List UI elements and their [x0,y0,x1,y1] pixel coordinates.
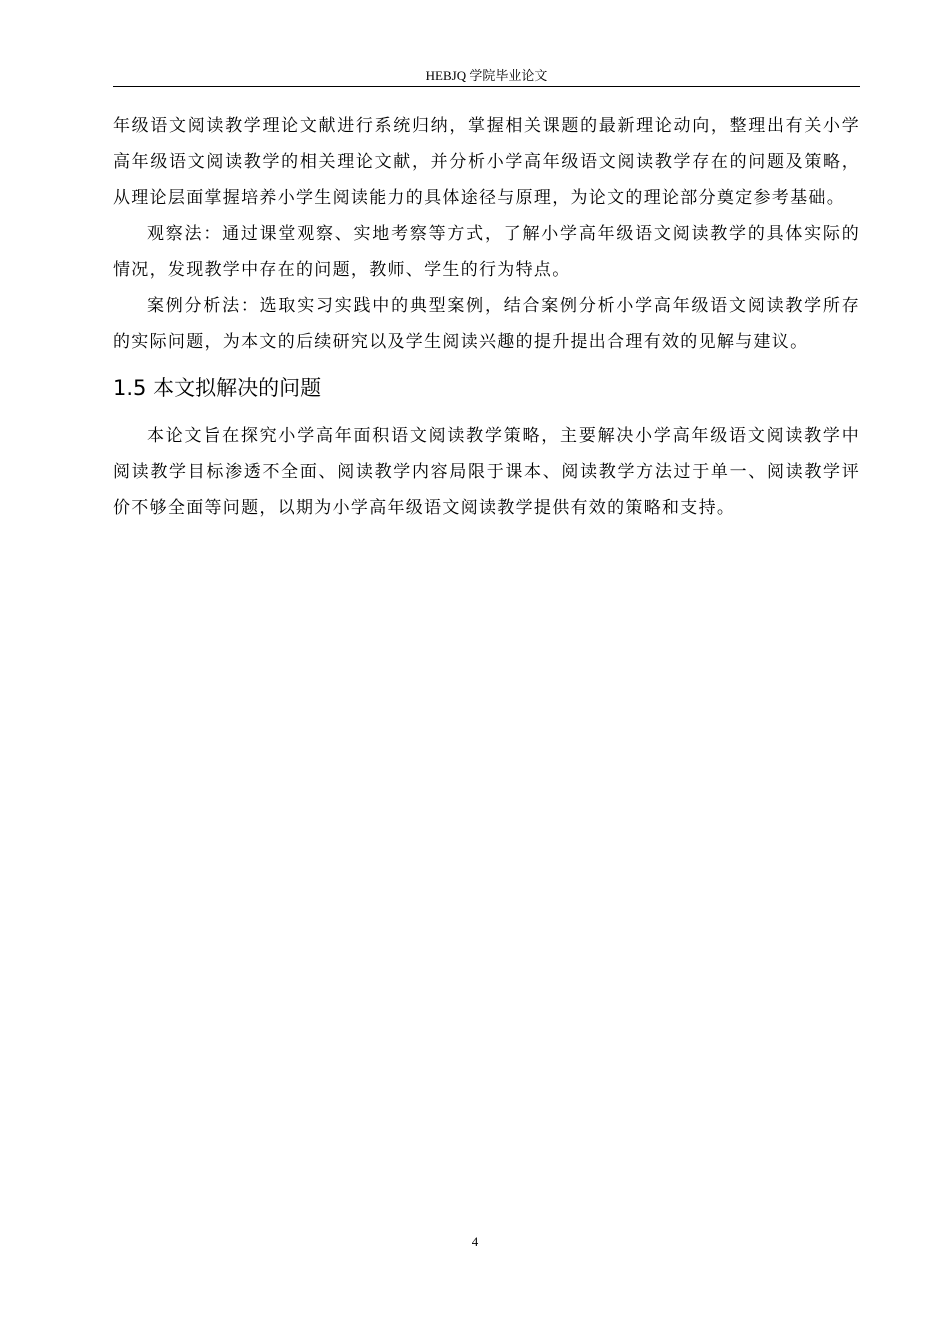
page-header: HEBJQ 学院毕业论文 [113,66,860,87]
paragraph-problems-to-solve: 本论文旨在探究小学高年面积语文阅读教学策略，主要解决小学高年级语文阅读教学中阅读教学目标渗透不全面、阅读教学内容局限于课本、阅读教学方法过于单一、阅读教学评价不够全面等问题，以期为小学高年级语文阅读教学提供有效的策略和支持。 [113,426,860,518]
section-heading: 1.5 本文拟解决的问题 [113,376,322,400]
page-number: 4 [471,1234,479,1249]
paragraph-case-analysis-method: 案例分析法：选取实习实践中的典型案例，结合案例分析小学高年级语文阅读教学所存的实际问题，为本文的后续研究以及学生阅读兴趣的提升提出合理有效的见解与建议。 [113,296,860,352]
paragraph-literature-review: 年级语文阅读教学理论文献进行系统归纳，掌握相关课题的最新理论动向，整理出有关小学高年级语文阅读教学的相关理论文献，并分析小学高年级语文阅读教学存在的问题及策略，从理论层面掌握培养小学生阅读能力的具体途径与原理，为论文的理论部分奠定参考基础。 [113,116,860,208]
document-body [113,108,860,526]
paragraph-observation-method: 观察法：通过课堂观察、实地考察等方式，了解小学高年级语文阅读教学的具体实际的情况，发现教学中存在的问题，教师、学生的行为特点。 [113,224,860,280]
